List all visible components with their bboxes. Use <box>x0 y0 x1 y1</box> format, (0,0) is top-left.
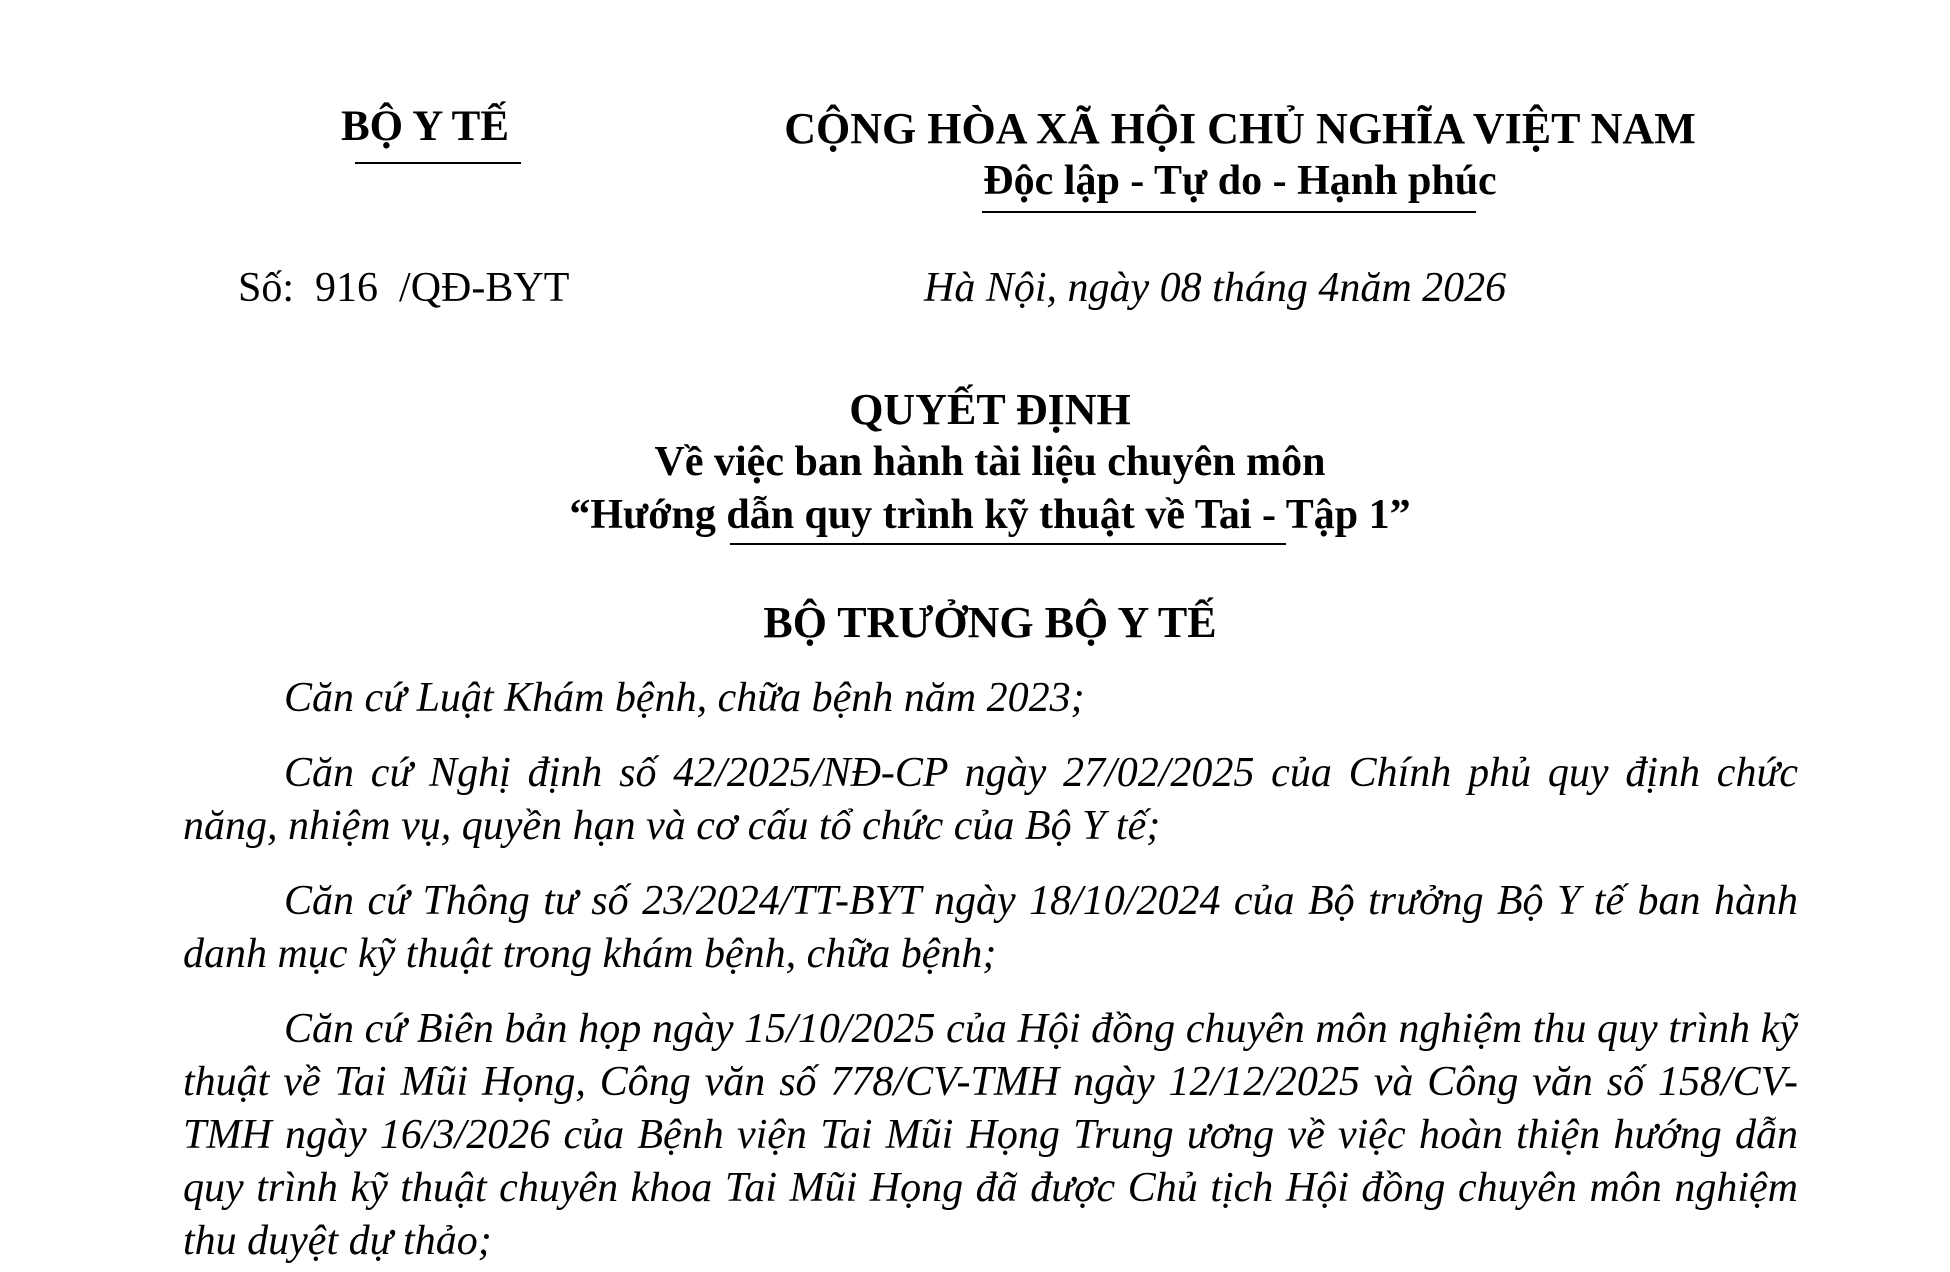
ministry-name: BỘ Y TẾ <box>340 103 510 150</box>
subject-underline <box>730 543 1286 545</box>
date-month-label: tháng <box>1212 265 1308 311</box>
document-type: QUYẾT ĐỊNH <box>849 385 1131 434</box>
subject-line-2: “Hướng dẫn quy trình kỹ thuật về Tai - Tập 1” <box>569 492 1411 538</box>
preamble-paragraph: Căn cứ Nghị định số 42/2025/NĐ-CP ngày 27/02/2025 của Chính phủ quy định chức năng, nhiệm vụ, quyền hạn và cơ cấu tổ chức của Bộ Y tế; <box>183 750 1798 849</box>
subject-line-1: Về việc ban hành tài liệu chuyên môn <box>654 439 1326 485</box>
preamble-paragraph: Căn cứ Thông tư số 23/2024/TT-BYT ngày 18/10/2024 của Bộ trưởng Bộ Y tế ban hành danh mục kỹ thuật trong khám bệnh, chữa bệnh; <box>183 878 1798 977</box>
document-number <box>238 262 569 314</box>
preamble-paragraph: Căn cứ Biên bản họp ngày 15/10/2025 của Hội đồng chuyên môn nghiệm thu quy trình kỹ thuật về Tai Mũi Họng, Công văn số 778/CV-TMH ngày 12/12/2025 và Công văn số 158/CV-TMH ngày 16/3/2026 của Bệnh viện Tai Mũi Họng Trung ương về việc hoàn thiện hướng dẫn quy trình kỹ thuật chuyên khoa Tai Mũi Họng đã được Chủ tịch Hội đồng chuyên môn nghiệm thu duyệt dự thảo; <box>183 1006 1798 1264</box>
document-number-value: 916 <box>315 265 379 311</box>
document-number-prefix: Số: <box>238 265 295 311</box>
date-year: 2026 <box>1422 265 1507 311</box>
place-date <box>924 262 1506 314</box>
motto-underline <box>982 211 1476 213</box>
date-month: 4 <box>1318 265 1340 311</box>
date-day: 08 <box>1159 265 1202 311</box>
issuing-authority: BỘ TRƯỞNG BỘ Y TẾ <box>763 598 1217 647</box>
national-motto: Độc lập - Tự do - Hạnh phúc <box>983 158 1497 204</box>
ministry-underline <box>355 162 521 164</box>
country-name: CỘNG HÒA XÃ HỘI CHỦ NGHĨA VIỆT NAM <box>784 104 1696 153</box>
document-number-suffix: /QĐ-BYT <box>399 265 570 311</box>
place-date-prefix: Hà Nội, ngày <box>924 265 1150 311</box>
date-year-label: năm <box>1339 265 1412 311</box>
preamble-paragraph: Căn cứ Luật Khám bệnh, chữa bệnh năm 2023; <box>284 675 1085 721</box>
